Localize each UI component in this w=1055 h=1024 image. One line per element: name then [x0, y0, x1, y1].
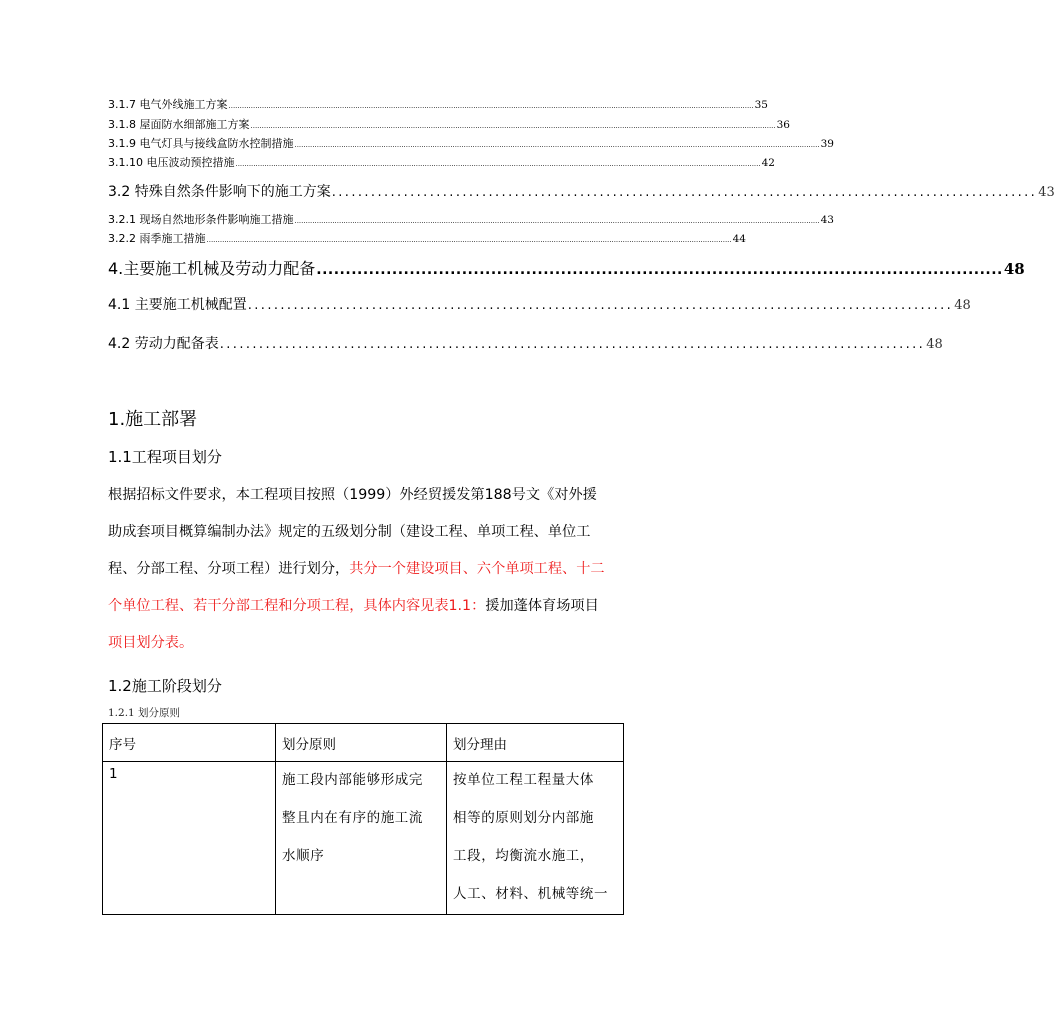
- table-cell-number: [103, 762, 276, 915]
- paragraph: [108, 480, 628, 665]
- toc-entry-3-2-1[interactable]: [108, 211, 834, 227]
- toc-leader: ............................................................................................................: [219, 337, 926, 352]
- toc-label: 3.1.8 屋面防水细部施工方案: [108, 118, 250, 131]
- toc-entry-4[interactable]: [108, 256, 1025, 279]
- toc-leader: ............................................................................................................................................................................................................................................: [294, 217, 820, 225]
- toc-page: 43: [1038, 185, 1055, 200]
- toc-page: 48: [1003, 260, 1025, 278]
- toc-label: 3.2.2 雨季施工措施: [108, 232, 206, 245]
- table-cell-principle: [276, 762, 447, 915]
- toc-entry-3-2-2[interactable]: [108, 230, 746, 246]
- toc-page: 48: [926, 337, 943, 352]
- toc-entry-4-1[interactable]: [108, 294, 971, 314]
- highlighted-text: 个单位工程、若干分部工程和分项工程，具体内容见表1.1：: [108, 598, 486, 614]
- paragraph-line-5: 项目划分表。: [108, 635, 194, 651]
- paragraph-line-2: 助成套项目概算编制办法》规定的五级划分制（建设工程、单项工程、单位工: [108, 524, 591, 540]
- cell-line: 人工、材料、机械等统一: [453, 886, 609, 902]
- toc-label: 3.1.9 电气灯具与接线盒防水控制措施: [108, 137, 294, 150]
- toc-leader: ............................................................................................................: [331, 185, 1038, 200]
- toc-label: 3.2 特殊自然条件影响下的施工方案: [108, 184, 331, 200]
- cell-line: 相等的原则划分内部施: [453, 810, 594, 826]
- table-header-row: [103, 724, 624, 762]
- toc-label: 4.1 主要施工机械配置: [108, 297, 247, 313]
- paragraph-line-4: [108, 591, 628, 628]
- subsection-title-1-2-1: 1.2.1 划分原则: [108, 707, 181, 719]
- toc-label: 4.2 劳动力配备表: [108, 336, 219, 352]
- cell-line: 施工段内部能够形成完: [282, 772, 423, 788]
- row-number: 1: [109, 766, 118, 782]
- toc-entry-3-1-7[interactable]: [108, 96, 768, 112]
- paragraph-text: 程、分部工程、分项工程）进行划分，: [108, 561, 350, 577]
- toc-entry-3-1-9[interactable]: [108, 135, 834, 151]
- toc-page: 39: [820, 138, 834, 150]
- cell-line: 整且内在有序的施工流: [282, 810, 423, 826]
- subsection-title-1-1: 1.1工程项目划分: [108, 448, 222, 466]
- toc-label: 3.1.10 电压波动预控措施: [108, 156, 235, 169]
- section-title: 1.施工部署: [108, 409, 198, 430]
- paragraph-text: 援加蓬体育场项目: [485, 598, 599, 614]
- toc-leader: ......................................................................................................................: [316, 262, 1003, 278]
- highlighted-text: 共分一个建设项目、六个单项工程、十二: [349, 561, 605, 577]
- toc-leader: ............................................................................................................................................................................................................................................: [250, 122, 776, 130]
- toc-leader: ............................................................................................................: [247, 298, 954, 313]
- paragraph-line-3: [108, 554, 628, 591]
- toc-page: 42: [761, 157, 775, 169]
- toc-entry-4-2[interactable]: [108, 333, 943, 353]
- cell-line: 水顺序: [282, 848, 325, 864]
- toc-entry-3-1-10[interactable]: [108, 154, 775, 170]
- cell-line: 工段，均衡流水施工，: [453, 848, 594, 864]
- toc-label: 3.2.1 现场自然地形条件影响施工措施: [108, 213, 294, 226]
- table-header-cell: 序号: [103, 724, 276, 762]
- cell-line: 按单位工程工程量大体: [453, 772, 594, 788]
- paragraph-line-1: 根据招标文件要求，本工程项目按照（1999）外经贸援发第188号文《对外援: [108, 487, 597, 503]
- toc-entry-3-2[interactable]: [108, 181, 1055, 201]
- table-row: [103, 762, 624, 915]
- toc-leader: ............................................................................................................................................................................................................................................: [235, 160, 761, 168]
- subsection-title-1-2: 1.2施工阶段划分: [108, 677, 222, 695]
- toc-page: 36: [776, 119, 790, 131]
- toc-page: 44: [732, 233, 746, 245]
- toc-label: 3.1.7 电气外线施工方案: [108, 98, 228, 111]
- table-header-cell: 划分原则: [276, 724, 447, 762]
- toc-page: 35: [754, 99, 768, 111]
- toc-page: 48: [954, 298, 971, 313]
- toc-leader: ............................................................................................................................................................................................................................................: [206, 236, 732, 244]
- toc-leader: ............................................................................................................................................................................................................................................: [228, 102, 754, 110]
- division-table: [102, 723, 624, 915]
- table-header-cell: 划分理由: [447, 724, 624, 762]
- toc-leader: ............................................................................................................................................................................................................................................: [294, 141, 820, 149]
- toc-label: 4.主要施工机械及劳动力配备: [108, 259, 316, 278]
- table-cell-reason: [447, 762, 624, 915]
- toc-entry-3-1-8[interactable]: [108, 116, 790, 132]
- toc-page: 43: [820, 214, 834, 226]
